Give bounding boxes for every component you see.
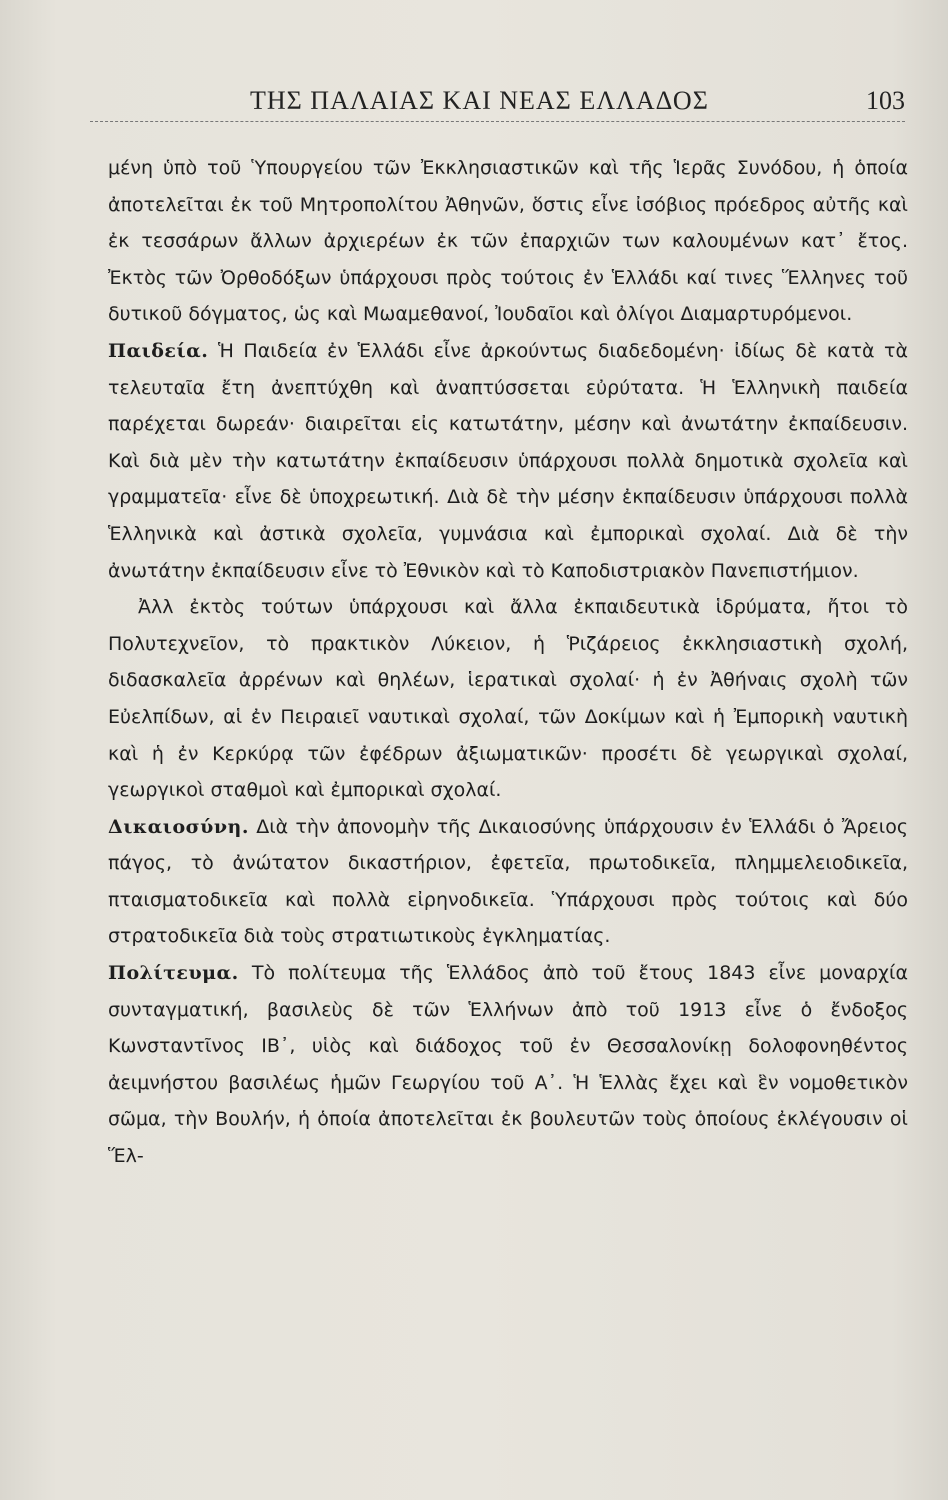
- page-number: 103: [866, 86, 905, 115]
- header-rule: [90, 121, 905, 122]
- section-heading-education: Παιδεία.: [108, 339, 209, 362]
- paragraph-church: [108, 150, 908, 333]
- paragraph-text: Ἡ Παιδεία ἐν Ἑλλάδι εἶνε ἀρκούντως διαδεδομένη· ἰδίως δὲ κατὰ τὰ τελευταῖα ἔτη ἀνεπτύχθη καὶ ἀναπτύσσεται εὐρύτατα. Ἡ Ἑλληνικὴ παιδεία παρέχεται δωρεάν· διαιρεῖται εἰς κατωτάτην, μέσην καὶ ἀνωτάτην ἐκπαίδευσιν. Καὶ διὰ μὲν τὴν κατωτάτην ἐκπαίδευσιν ὑπάρχουσι πολλὰ δημοτικὰ σχολεῖα καὶ γραμματεῖα· εἶνε δὲ ὑποχρεωτική. Διὰ δὲ τὴν μέσην ἐκπαίδευσιν ὑπάρχουσι πολλὰ Ἑλληνικὰ καὶ ἀστικὰ σχολεῖα, γυμνάσια καὶ ἐμπορικαὶ σχολαί. Διὰ δὲ τὴν ἀνωτάτην ἐκπαίδευσιν εἶνε τὸ Ἐθνικὸν καὶ τὸ Καποδιστριακὸν Πανεπιστήμιον.: [108, 339, 908, 582]
- paragraph-polity: [108, 955, 908, 1175]
- paragraph-text: Διὰ τὴν ἀπονομὴν τῆς Δικαιοσύνης ὑπάρχουσιν ἐν Ἑλλάδι ὁ Ἄρειος πάγος, τὸ ἀνώτατον δικαστήριον, ἐφετεῖα, πρωτοδικεῖα, πλημμελειοδικεῖα, πταισματοδικεῖα καὶ πολλὰ εἰρηνοδικεῖα. Ὑπάρχουσι πρὸς τούτοις καὶ δύο στρατοδικεῖα διὰ τοὺς στρατιωτικοὺς ἐγκληματίας.: [108, 815, 908, 948]
- paragraph-text: Ἀλλ ἐκτὸς τούτων ὑπάρχουσι καὶ ἄλλα ἐκπαιδευτικὰ ἱδρύματα, ἤτοι τὸ Πολυτεχνεῖον, τὸ πρακτικὸν Λύκειον, ἡ Ῥιζάρειος ἐκκλησιαστικὴ σχολή, διδασκαλεῖα ἀρρένων καὶ θηλέων, ἱερατικαὶ σχολαί· ἡ ἐν Ἀθήναις σχολὴ τῶν Εὐελπίδων, αἱ ἐν Πειραιεῖ ναυτικαὶ σχολαί, τῶν Δοκίμων καὶ ἡ Ἐμπορικὴ ναυτικὴ καὶ ἡ ἐν Κερκύρᾳ τῶν ἐφέδρων ἀξιωματικῶν· προσέτι δὲ γεωργικαὶ σχολαί, γεωργικοὶ σταθμοὶ καὶ ἐμπορικαὶ σχολαί.: [108, 596, 908, 802]
- running-title: ΤΗΣ ΠΑΛΑΙΑΣ ΚΑΙ ΝΕΑΣ ΕΛΛΑΔΟΣ: [250, 86, 709, 115]
- paragraph-text: Τὸ πολίτευμα τῆς Ἑλλάδος ἀπὸ τοῦ ἔτους 1843 εἶνε μοναρχία συνταγματική, βασιλεὺς δὲ τῶν Ἑλλήνων ἀπὸ τοῦ 1913 εἶνε ὁ ἔνδοξος Κωνσταντῖνος ΙΒ᾽, υἱὸς καὶ διάδοχος τοῦ ἐν Θεσσαλονίκῃ δολοφονηθέντος ἀειμνήστου βασιλέως ἡμῶν Γεωργίου τοῦ Α᾽. Ἡ Ἑλλὰς ἔχει καὶ ἓν νομοθετικὸν σῶμα, τὴν Βουλήν, ἡ ὁποία ἀποτελεῖται ἐκ βουλευτῶν τοὺς ὁποίους ἐκλέγουσιν οἱ Ἕλ-: [108, 962, 908, 1168]
- section-heading-polity: Πολίτευμα.: [108, 962, 239, 985]
- paragraph-institutions: [108, 589, 908, 809]
- paragraph-education: [108, 333, 908, 589]
- body-text: [108, 150, 908, 1175]
- paragraph-justice: [108, 809, 908, 955]
- paragraph-text: μένη ὑπὸ τοῦ Ὑπουργείου τῶν Ἐκκλησιαστικῶν καὶ τῆς Ἱερᾶς Συνόδου, ἡ ὁποία ἀποτελεῖται ἐκ τοῦ Μητροπολίτου Ἀθηνῶν, ὅστις εἶνε ἰσόβιος πρόεδρος αὐτῆς καὶ ἐκ τεσσάρων ἄλλων ἀρχιερέων ἐκ τῶν ἐπαρχιῶν των καλουμένων κατ᾽ ἔτος. Ἐκτὸς τῶν Ὀρθοδόξων ὑπάρχουσι πρὸς τούτοις ἐν Ἑλλάδι καί τινες Ἕλληνες τοῦ δυτικοῦ δόγματος, ὡς καὶ Μωαμεθανοί, Ἰουδαῖοι καὶ ὀλίγοι Διαμαρτυρόμενοι.: [108, 157, 908, 326]
- running-header: [90, 86, 905, 122]
- section-heading-justice: Δικαιοσύνη.: [108, 815, 249, 838]
